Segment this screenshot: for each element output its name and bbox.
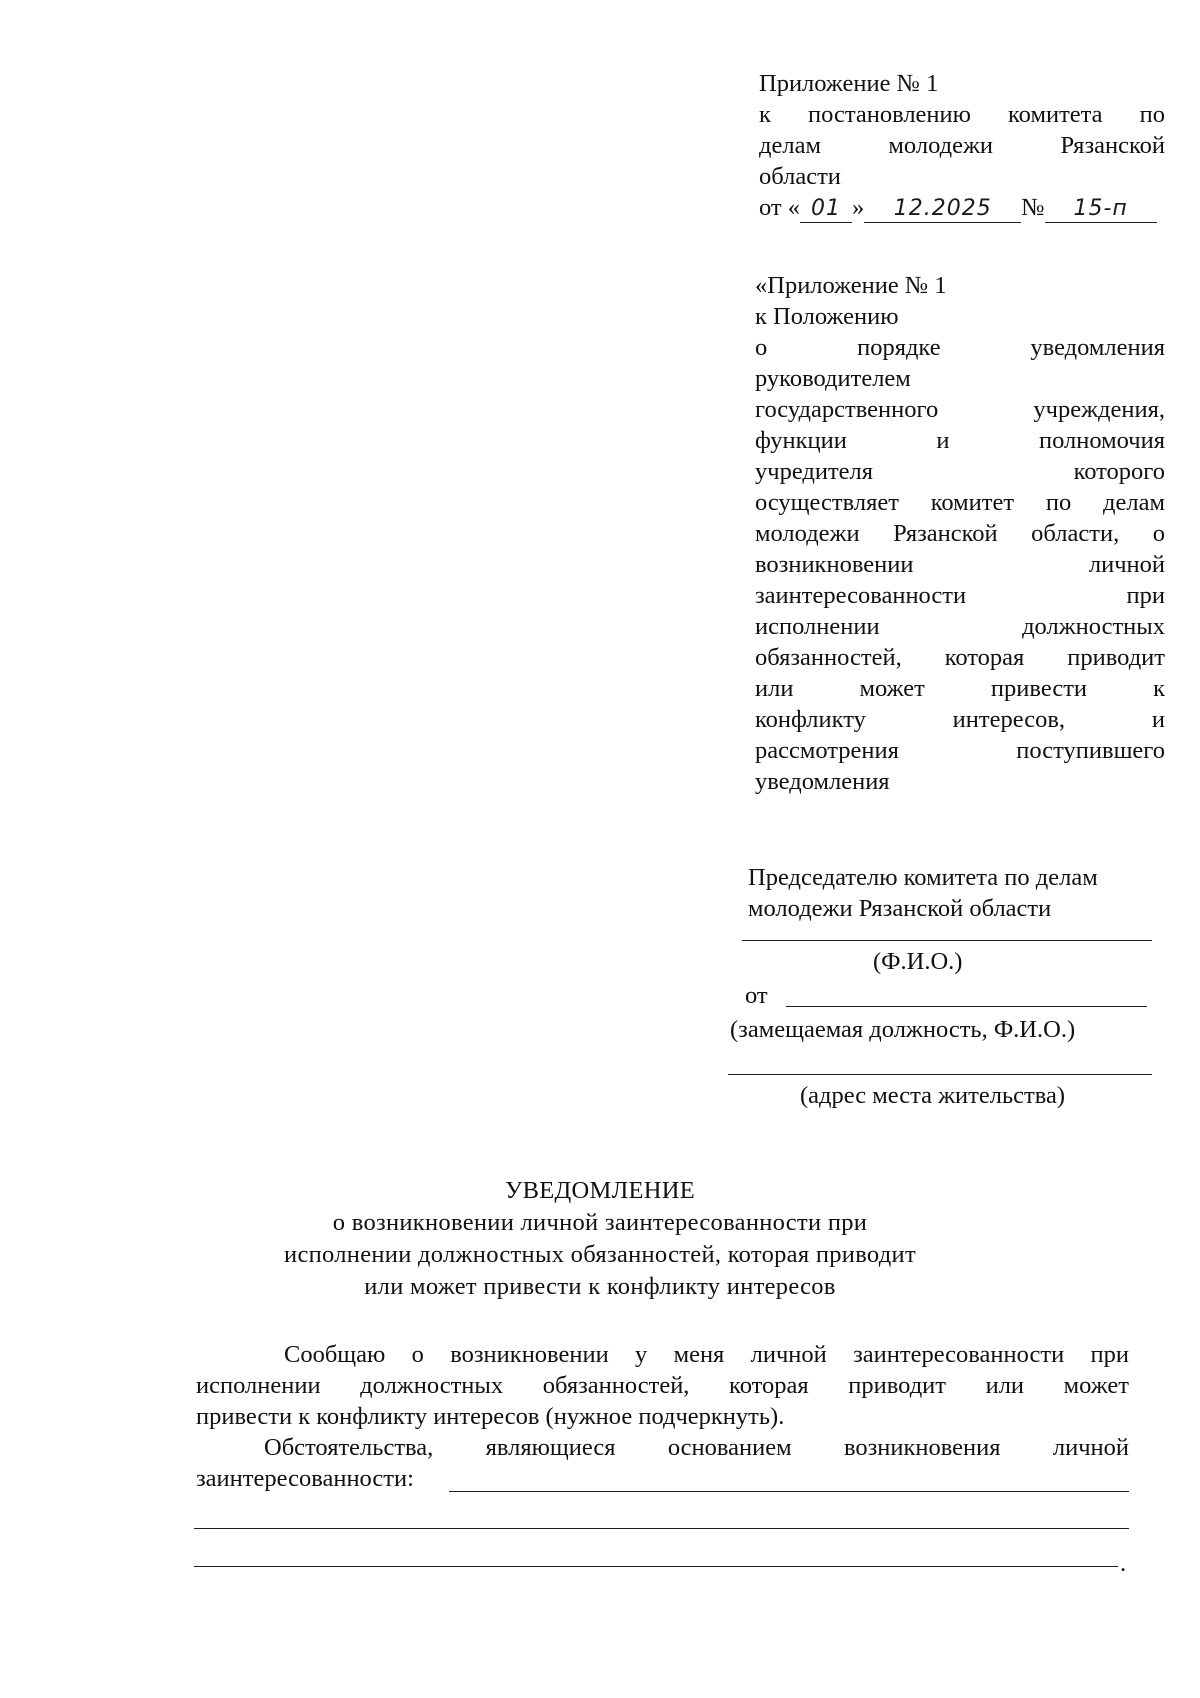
- address-caption: (адрес места жительства): [800, 1082, 1065, 1109]
- regulation-line: обязанностей, которая приводит: [755, 644, 1165, 671]
- regulation-line: функции и полномочия: [755, 427, 1165, 454]
- body-line: Обстоятельства, являющиеся основанием возникновения личной: [264, 1434, 1129, 1461]
- regulation-line: исполнении должностных: [755, 613, 1165, 640]
- end-period: .: [1120, 1550, 1127, 1577]
- appendix-line: области: [759, 163, 841, 190]
- date-prefix: от «: [759, 194, 801, 221]
- regulation-line: возникновении личной: [755, 551, 1165, 578]
- body-line: исполнении должностных обязанностей, которая приводит или может: [196, 1372, 1129, 1399]
- handwritten-doc-number: 15-п: [1045, 197, 1157, 223]
- circumstances-blank-line: [449, 1491, 1129, 1492]
- regulation-line: к Положению: [755, 303, 899, 330]
- regulation-line: конфликту интересов, и: [755, 706, 1165, 733]
- address-blank-line: [728, 1074, 1152, 1075]
- position-caption: (замещаемая должность, Ф.И.О.): [730, 1016, 1076, 1043]
- body-line: привести к конфликту интересов (нужное подчеркнуть).: [196, 1403, 785, 1430]
- notice-subtitle: о возникновении личной заинтересованности при: [332, 1209, 868, 1236]
- recipient-line: молодежи Рязанской области: [748, 895, 1052, 922]
- regulation-line: руководителем: [755, 365, 911, 392]
- number-sign: №: [1021, 194, 1045, 221]
- regulation-line: или может привести к: [755, 675, 1165, 702]
- regulation-line: уведомления: [755, 768, 890, 795]
- regulation-line: «Приложение № 1: [755, 272, 947, 299]
- notice-subtitle: или может привести к конфликту интересов: [364, 1273, 836, 1300]
- regulation-line: государственного учреждения,: [755, 396, 1165, 423]
- date-number-row: [759, 192, 1165, 223]
- handwritten-month-year: 12.2025: [864, 197, 1021, 223]
- handwritten-day: 01: [800, 197, 852, 223]
- fio-caption: (Ф.И.О.): [873, 948, 963, 975]
- regulation-line: учредителя которого: [755, 458, 1165, 485]
- regulation-line: молодежи Рязанской области, о: [755, 520, 1165, 547]
- date-mid: »: [852, 194, 865, 221]
- notice-title-block: [0, 1175, 1200, 1303]
- recipient-line: Председателю комитета по делам: [748, 864, 1098, 891]
- regulation-reference: [755, 270, 1165, 797]
- appendix-line: к постановлению комитета по: [759, 101, 1165, 128]
- from-blank-line: [786, 1006, 1147, 1007]
- appendix-header: [759, 68, 1165, 223]
- regulation-line: осуществляет комитет по делам: [755, 489, 1165, 516]
- circumstances-blank-line: [194, 1566, 1118, 1567]
- appendix-line: делам молодежи Рязанской: [759, 132, 1165, 159]
- regulation-line: о порядке уведомления: [755, 334, 1165, 361]
- fio-blank-line: [742, 940, 1152, 941]
- recipient-block: [748, 862, 1158, 924]
- circumstances-blank-line: [194, 1528, 1129, 1529]
- regulation-line: заинтересованности при: [755, 582, 1165, 609]
- notice-body: [196, 1339, 1129, 1494]
- body-line: Сообщаю о возникновении у меня личной заинтересованности при: [284, 1341, 1129, 1368]
- notice-title: УВЕДОМЛЕНИЕ: [504, 1177, 696, 1204]
- body-line: заинтересованности:: [196, 1465, 414, 1492]
- appendix-title: Приложение № 1: [759, 70, 939, 97]
- from-label: от: [745, 982, 768, 1009]
- notice-subtitle: исполнении должностных обязанностей, которая приводит: [284, 1241, 916, 1268]
- regulation-line: рассмотрения поступившего: [755, 737, 1165, 764]
